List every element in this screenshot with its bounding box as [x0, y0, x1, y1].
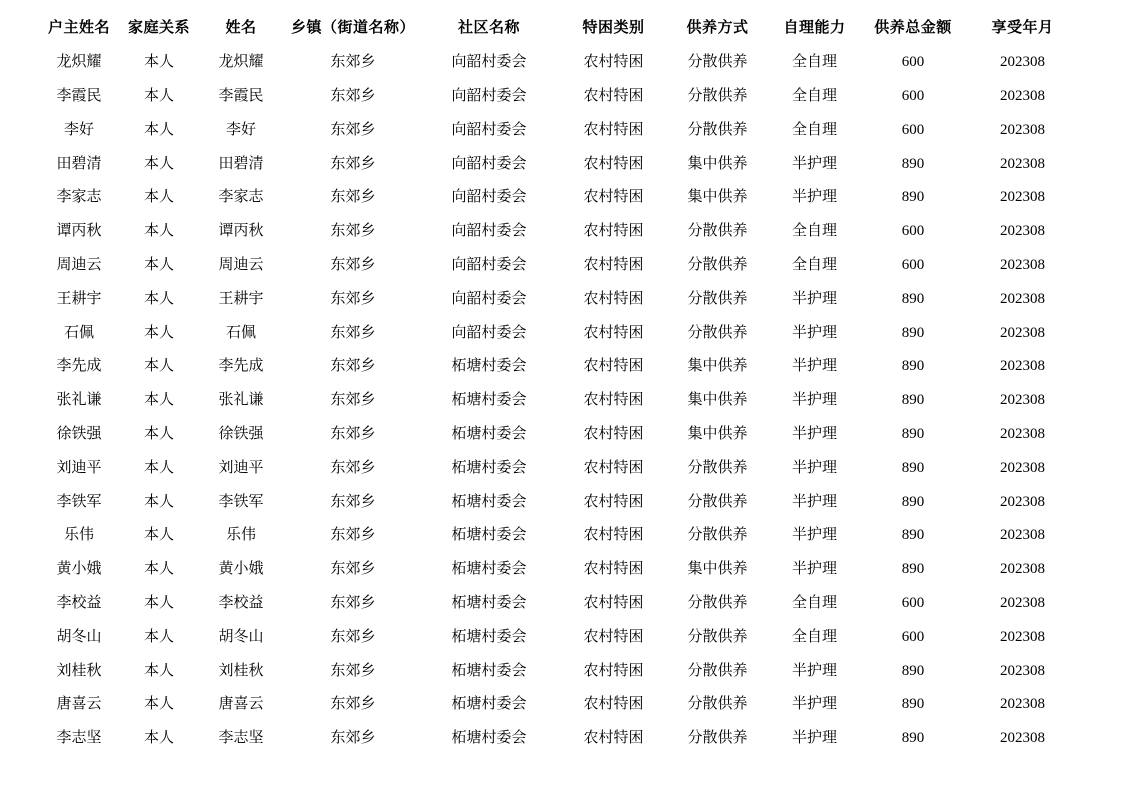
table-cell-self_care_ability: 全自理 [791, 256, 837, 273]
table-cell-support_method: 分散供养 [687, 527, 748, 544]
table-cell-total_support_amount: 890 [901, 662, 925, 679]
table-cell-poverty_category: 农村特困 [583, 662, 644, 679]
table-cell-total_support_amount: 890 [901, 561, 925, 578]
table-cell-township_street_name: 东郊乡 [330, 628, 376, 645]
table-cell-support_method: 分散供养 [687, 628, 748, 645]
table-cell-poverty_category: 农村特困 [583, 493, 644, 510]
table-cell-poverty_category: 农村特困 [583, 290, 644, 307]
table-cell-township_street_name: 东郊乡 [330, 324, 376, 341]
table-cell-name: 李家志 [218, 189, 264, 206]
table-cell-family_relationship: 本人 [143, 527, 174, 544]
table-cell-family_relationship: 本人 [143, 561, 174, 578]
table-cell-self_care_ability: 全自理 [791, 121, 837, 138]
table-cell-benefit_year_month: 202308 [1000, 223, 1045, 240]
table-cell-poverty_category: 农村特困 [583, 425, 644, 442]
table-cell-self_care_ability: 半护理 [791, 324, 837, 341]
table-cell-poverty_category: 农村特困 [583, 54, 644, 71]
table-cell-community_name: 柘塘村委会 [451, 594, 527, 611]
table-cell-family_relationship: 本人 [143, 425, 174, 442]
table-cell-community_name: 柘塘村委会 [451, 459, 527, 476]
table-cell-household_head_name: 唐喜云 [56, 696, 102, 713]
table-body [36, 46, 1082, 756]
table-cell-self_care_ability: 全自理 [791, 628, 837, 645]
table-cell-self_care_ability: 半护理 [791, 696, 837, 713]
table-cell-total_support_amount: 890 [901, 527, 925, 544]
table-row [36, 418, 1082, 452]
table-row [36, 587, 1082, 621]
table-row [36, 688, 1082, 722]
table-cell-family_relationship: 本人 [143, 324, 174, 341]
table-cell-household_head_name: 谭丙秋 [56, 223, 102, 240]
table-cell-benefit_year_month: 202308 [1000, 87, 1045, 104]
table-cell-family_relationship: 本人 [143, 459, 174, 476]
table-cell-name: 刘桂秋 [218, 662, 264, 679]
table-cell-community_name: 柘塘村委会 [451, 662, 527, 679]
table-cell-name: 李好 [225, 121, 256, 138]
table-cell-self_care_ability: 半护理 [791, 189, 837, 206]
table-cell-community_name: 柘塘村委会 [451, 392, 527, 409]
table-cell-community_name: 向韶村委会 [451, 324, 527, 341]
table-cell-total_support_amount: 890 [901, 459, 925, 476]
table-cell-name: 李校益 [218, 594, 264, 611]
table-cell-support_method: 集中供养 [687, 189, 748, 206]
table-cell-family_relationship: 本人 [143, 256, 174, 273]
table-row [36, 722, 1082, 756]
table-cell-name: 徐铁强 [218, 425, 264, 442]
table-cell-household_head_name: 李先成 [56, 358, 102, 375]
table-cell-total_support_amount: 890 [901, 358, 925, 375]
table-cell-name: 田碧清 [218, 155, 264, 172]
table-cell-total_support_amount: 600 [901, 594, 925, 611]
table-cell-total_support_amount: 890 [901, 189, 925, 206]
table-row [36, 654, 1082, 688]
table-cell-benefit_year_month: 202308 [1000, 730, 1045, 747]
table-cell-total_support_amount: 890 [901, 290, 925, 307]
table-cell-township_street_name: 东郊乡 [330, 358, 376, 375]
table-cell-community_name: 柘塘村委会 [451, 358, 527, 375]
table-cell-benefit_year_month: 202308 [1000, 189, 1045, 206]
table-cell-benefit_year_month: 202308 [1000, 425, 1045, 442]
table-cell-support_method: 分散供养 [687, 121, 748, 138]
table-cell-township_street_name: 东郊乡 [330, 561, 376, 578]
table-cell-self_care_ability: 半护理 [791, 561, 837, 578]
column-header-household_head_name: 户主姓名 [47, 20, 110, 37]
table-cell-name: 胡冬山 [218, 628, 264, 645]
table-row [36, 46, 1082, 80]
table-cell-name: 李霞民 [218, 87, 264, 104]
table-cell-household_head_name: 徐铁强 [56, 425, 102, 442]
table-cell-total_support_amount: 600 [901, 628, 925, 645]
column-header-family_relationship: 家庭关系 [127, 20, 190, 37]
table-cell-community_name: 柘塘村委会 [451, 493, 527, 510]
table-cell-support_method: 分散供养 [687, 493, 748, 510]
table-cell-benefit_year_month: 202308 [1000, 324, 1045, 341]
table-cell-township_street_name: 东郊乡 [330, 730, 376, 747]
table-cell-support_method: 分散供养 [687, 256, 748, 273]
table-row [36, 350, 1082, 384]
column-header-support_method: 供养方式 [686, 20, 749, 37]
table-cell-benefit_year_month: 202308 [1000, 561, 1045, 578]
table-cell-household_head_name: 刘桂秋 [56, 662, 102, 679]
table-cell-community_name: 柘塘村委会 [451, 730, 527, 747]
table-cell-community_name: 向韶村委会 [451, 87, 527, 104]
table-cell-support_method: 分散供养 [687, 87, 748, 104]
table-cell-benefit_year_month: 202308 [1000, 392, 1045, 409]
table-cell-total_support_amount: 600 [901, 223, 925, 240]
table-cell-name: 唐喜云 [218, 696, 264, 713]
table-row [36, 620, 1082, 654]
table-cell-household_head_name: 周迪云 [56, 256, 102, 273]
table-cell-poverty_category: 农村特困 [583, 256, 644, 273]
table-cell-benefit_year_month: 202308 [1000, 121, 1045, 138]
table-cell-poverty_category: 农村特困 [583, 324, 644, 341]
table-cell-family_relationship: 本人 [143, 628, 174, 645]
column-header-total_support_amount: 供养总金额 [874, 20, 952, 37]
column-header-benefit_year_month: 享受年月 [991, 20, 1054, 37]
table-cell-family_relationship: 本人 [143, 54, 174, 71]
table-cell-total_support_amount: 890 [901, 493, 925, 510]
table-cell-self_care_ability: 半护理 [791, 459, 837, 476]
table-cell-poverty_category: 农村特困 [583, 594, 644, 611]
table-cell-benefit_year_month: 202308 [1000, 493, 1045, 510]
table-cell-community_name: 向韶村委会 [451, 189, 527, 206]
table-cell-household_head_name: 田碧清 [56, 155, 102, 172]
table-cell-support_method: 分散供养 [687, 324, 748, 341]
table-cell-township_street_name: 东郊乡 [330, 189, 376, 206]
table-cell-support_method: 分散供养 [687, 54, 748, 71]
table-cell-community_name: 向韶村委会 [451, 256, 527, 273]
table-cell-family_relationship: 本人 [143, 662, 174, 679]
table-cell-poverty_category: 农村特困 [583, 87, 644, 104]
column-header-community_name: 社区名称 [457, 20, 520, 37]
table-cell-family_relationship: 本人 [143, 696, 174, 713]
table-cell-household_head_name: 黄小娥 [56, 561, 102, 578]
table-cell-poverty_category: 农村特困 [583, 628, 644, 645]
table-cell-township_street_name: 东郊乡 [330, 594, 376, 611]
table-row [36, 553, 1082, 587]
table-cell-poverty_category: 农村特困 [583, 223, 644, 240]
table-cell-self_care_ability: 全自理 [791, 87, 837, 104]
table-cell-township_street_name: 东郊乡 [330, 87, 376, 104]
table-cell-name: 刘迪平 [218, 459, 264, 476]
table-cell-support_method: 分散供养 [687, 223, 748, 240]
table-cell-household_head_name: 李霞民 [56, 87, 102, 104]
table-cell-family_relationship: 本人 [143, 358, 174, 375]
table-row [36, 519, 1082, 553]
table-cell-household_head_name: 乐伟 [63, 527, 94, 544]
table-cell-household_head_name: 龙炽耀 [56, 54, 102, 71]
table-cell-self_care_ability: 半护理 [791, 527, 837, 544]
table-row [36, 249, 1082, 283]
table-cell-family_relationship: 本人 [143, 223, 174, 240]
table-cell-township_street_name: 东郊乡 [330, 696, 376, 713]
table-cell-self_care_ability: 半护理 [791, 730, 837, 747]
table-cell-name: 李志坚 [218, 730, 264, 747]
table-cell-household_head_name: 李校益 [56, 594, 102, 611]
table-cell-benefit_year_month: 202308 [1000, 594, 1045, 611]
table-cell-total_support_amount: 890 [901, 425, 925, 442]
column-header-name: 姓名 [225, 20, 257, 37]
table-cell-total_support_amount: 890 [901, 730, 925, 747]
table-cell-township_street_name: 东郊乡 [330, 121, 376, 138]
poverty-support-table [36, 12, 1082, 756]
table-cell-township_street_name: 东郊乡 [330, 256, 376, 273]
table-cell-community_name: 向韶村委会 [451, 290, 527, 307]
table-cell-support_method: 集中供养 [687, 425, 748, 442]
table-cell-poverty_category: 农村特困 [583, 730, 644, 747]
column-header-township_street_name: 乡镇（街道名称） [290, 20, 415, 37]
table-row [36, 485, 1082, 519]
table-cell-name: 石佩 [225, 324, 256, 341]
table-cell-township_street_name: 东郊乡 [330, 459, 376, 476]
table-cell-benefit_year_month: 202308 [1000, 155, 1045, 172]
table-cell-township_street_name: 东郊乡 [330, 223, 376, 240]
table-cell-poverty_category: 农村特困 [583, 189, 644, 206]
table-cell-poverty_category: 农村特困 [583, 561, 644, 578]
table-cell-name: 黄小娥 [218, 561, 264, 578]
table-cell-self_care_ability: 全自理 [791, 54, 837, 71]
table-cell-community_name: 柘塘村委会 [451, 628, 527, 645]
table-row [36, 80, 1082, 114]
table-cell-poverty_category: 农村特困 [583, 121, 644, 138]
table-cell-household_head_name: 李好 [63, 121, 94, 138]
table-cell-support_method: 集中供养 [687, 155, 748, 172]
table-cell-household_head_name: 刘迪平 [56, 459, 102, 476]
table-cell-support_method: 集中供养 [687, 358, 748, 375]
table-cell-township_street_name: 东郊乡 [330, 662, 376, 679]
table-cell-family_relationship: 本人 [143, 594, 174, 611]
table-row [36, 181, 1082, 215]
table-cell-family_relationship: 本人 [143, 87, 174, 104]
table-cell-self_care_ability: 半护理 [791, 290, 837, 307]
table-cell-poverty_category: 农村特困 [583, 459, 644, 476]
table-cell-poverty_category: 农村特困 [583, 527, 644, 544]
table-cell-community_name: 向韶村委会 [451, 223, 527, 240]
table-cell-household_head_name: 李铁军 [56, 493, 102, 510]
table-cell-total_support_amount: 600 [901, 87, 925, 104]
table-cell-poverty_category: 农村特困 [583, 696, 644, 713]
table-cell-household_head_name: 张礼谦 [56, 392, 102, 409]
table-cell-community_name: 向韶村委会 [451, 155, 527, 172]
table-cell-family_relationship: 本人 [143, 392, 174, 409]
table-cell-household_head_name: 石佩 [63, 324, 94, 341]
table-row [36, 147, 1082, 181]
table-cell-family_relationship: 本人 [143, 189, 174, 206]
table-cell-name: 周迪云 [218, 256, 264, 273]
table-cell-community_name: 柘塘村委会 [451, 696, 527, 713]
table-cell-support_method: 分散供养 [687, 730, 748, 747]
table-cell-township_street_name: 东郊乡 [330, 290, 376, 307]
table-cell-household_head_name: 李家志 [56, 189, 102, 206]
table-cell-benefit_year_month: 202308 [1000, 628, 1045, 645]
table-cell-benefit_year_month: 202308 [1000, 527, 1045, 544]
table-cell-benefit_year_month: 202308 [1000, 662, 1045, 679]
table-cell-name: 谭丙秋 [218, 223, 264, 240]
table-cell-self_care_ability: 半护理 [791, 392, 837, 409]
table-cell-benefit_year_month: 202308 [1000, 459, 1045, 476]
table-cell-self_care_ability: 半护理 [791, 358, 837, 375]
table-cell-support_method: 集中供养 [687, 392, 748, 409]
table-cell-community_name: 柘塘村委会 [451, 561, 527, 578]
table-cell-community_name: 柘塘村委会 [451, 425, 527, 442]
table-cell-household_head_name: 王耕宇 [56, 290, 102, 307]
table-cell-self_care_ability: 半护理 [791, 493, 837, 510]
table-cell-community_name: 向韶村委会 [451, 54, 527, 71]
table-cell-total_support_amount: 890 [901, 392, 925, 409]
table-cell-community_name: 向韶村委会 [451, 121, 527, 138]
table-cell-name: 王耕宇 [218, 290, 264, 307]
table-cell-township_street_name: 东郊乡 [330, 493, 376, 510]
table-cell-total_support_amount: 600 [901, 256, 925, 273]
table-cell-total_support_amount: 600 [901, 54, 925, 71]
table-cell-benefit_year_month: 202308 [1000, 358, 1045, 375]
table-cell-household_head_name: 胡冬山 [56, 628, 102, 645]
table-cell-total_support_amount: 890 [901, 324, 925, 341]
table-row [36, 282, 1082, 316]
table-cell-township_street_name: 东郊乡 [330, 527, 376, 544]
table-cell-benefit_year_month: 202308 [1000, 290, 1045, 307]
table-cell-self_care_ability: 全自理 [791, 594, 837, 611]
table-row [36, 113, 1082, 147]
table-cell-family_relationship: 本人 [143, 290, 174, 307]
table-cell-benefit_year_month: 202308 [1000, 54, 1045, 71]
table-cell-total_support_amount: 890 [901, 155, 925, 172]
table-cell-household_head_name: 李志坚 [56, 730, 102, 747]
table-cell-township_street_name: 东郊乡 [330, 54, 376, 71]
table-row [36, 316, 1082, 350]
table-cell-poverty_category: 农村特困 [583, 392, 644, 409]
table-cell-name: 龙炽耀 [218, 54, 264, 71]
table-cell-self_care_ability: 半护理 [791, 155, 837, 172]
table-cell-family_relationship: 本人 [143, 155, 174, 172]
table-cell-self_care_ability: 半护理 [791, 425, 837, 442]
table-header-row [36, 12, 1082, 46]
table-cell-family_relationship: 本人 [143, 121, 174, 138]
table-cell-poverty_category: 农村特困 [583, 155, 644, 172]
table-row [36, 384, 1082, 418]
table-cell-township_street_name: 东郊乡 [330, 392, 376, 409]
table-cell-community_name: 柘塘村委会 [451, 527, 527, 544]
table-cell-total_support_amount: 890 [901, 696, 925, 713]
table-cell-name: 乐伟 [225, 527, 256, 544]
table-cell-township_street_name: 东郊乡 [330, 425, 376, 442]
table-cell-support_method: 集中供养 [687, 561, 748, 578]
table-cell-support_method: 分散供养 [687, 594, 748, 611]
table-cell-support_method: 分散供养 [687, 662, 748, 679]
column-header-self_care_ability: 自理能力 [783, 20, 846, 37]
table-cell-family_relationship: 本人 [143, 730, 174, 747]
table-cell-benefit_year_month: 202308 [1000, 696, 1045, 713]
table-cell-name: 李先成 [218, 358, 264, 375]
table-row [36, 451, 1082, 485]
table-row [36, 215, 1082, 249]
table-cell-township_street_name: 东郊乡 [330, 155, 376, 172]
table-cell-self_care_ability: 全自理 [791, 223, 837, 240]
table-cell-self_care_ability: 半护理 [791, 662, 837, 679]
table-cell-name: 李铁军 [218, 493, 264, 510]
table-cell-support_method: 分散供养 [687, 696, 748, 713]
table-cell-total_support_amount: 600 [901, 121, 925, 138]
table-cell-family_relationship: 本人 [143, 493, 174, 510]
table-cell-poverty_category: 农村特困 [583, 358, 644, 375]
table-cell-name: 张礼谦 [218, 392, 264, 409]
table-cell-support_method: 分散供养 [687, 459, 748, 476]
column-header-poverty_category: 特困类别 [582, 20, 645, 37]
table-cell-support_method: 分散供养 [687, 290, 748, 307]
table-cell-benefit_year_month: 202308 [1000, 256, 1045, 273]
